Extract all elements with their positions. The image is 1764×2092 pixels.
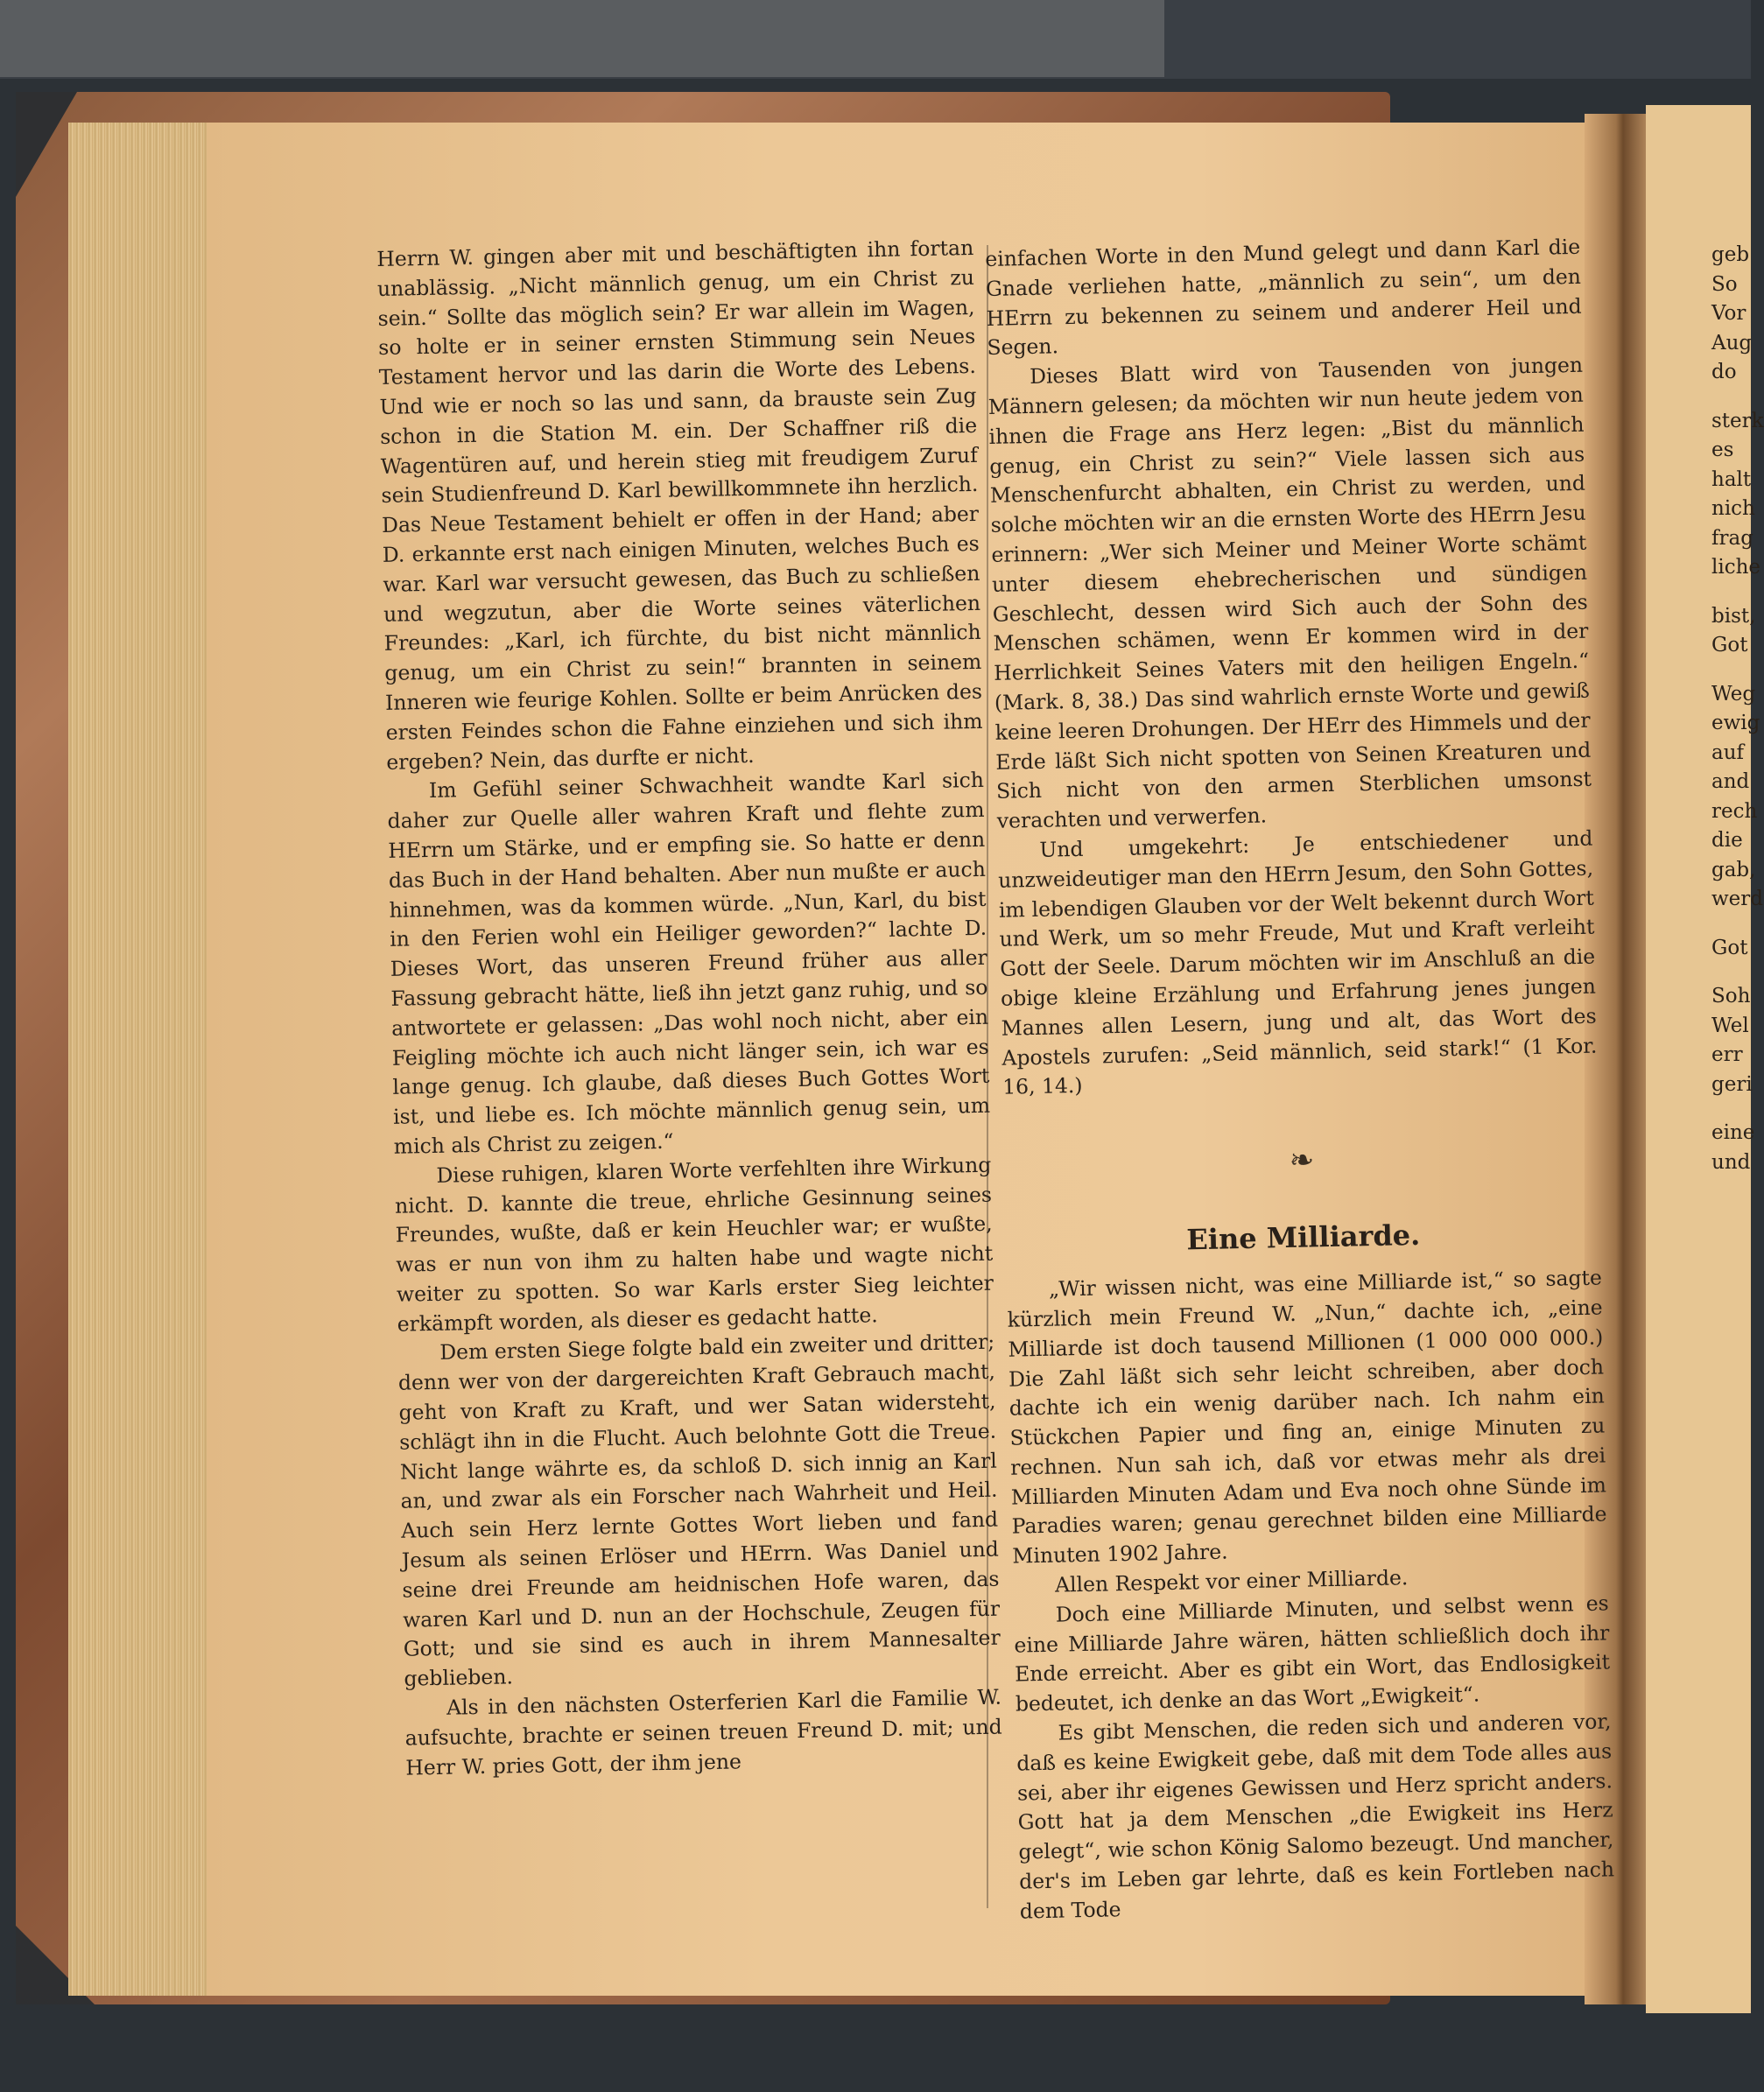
facing-page-line [1711, 915, 1751, 934]
facing-page-line [1711, 661, 1751, 680]
facing-page-line: rech [1711, 799, 1758, 823]
facing-page-line [1711, 388, 1751, 407]
paragraph: Diese ruhigen, klaren Worte verfehlten ihre Wirkung nicht. D. kannte die treue, ehrliche Gesinnung seines Freundes, wußte, daß er kein Heuchler war; er wußte, was er nun von ihm zu halten habe und wagte nicht weiter zu spotten. So war Karls erster Sieg leichter erkämpft worden, als dieser es gedacht hatte. [394, 1152, 994, 1337]
paragraph: „Wir wissen nicht, was eine Milliarde ist,“ so sagte kürzlich mein Freund W. „Nun,“ dachte ich, „eine Milliarde ist doch tausend Millionen (1 000 000 000.) Die Zahl läßt sich sehr leicht schreiben, aber doch dachte ich ein wenig darüber nach. Ich nahm ein Stückchen Papier und fing an, einige Minuten zu rechnen. Nun sah ich, daß vor etwas mehr als drei Milliarden Minuten Adam und Eva noch ohne Sünde im Paradies waren; genau gerechnet bilden eine Milliarde Minuten 1902 Jahre. [1007, 1265, 1607, 1569]
paragraph: Dieses Blatt wird von Tausenden von jungen Männern gelesen; da möchten wir nun heute jedem von ihnen die Frage ans Herz legen: „Bist du männlich genug, ein Christ zu sein?“ Viele lassen sich aus Menschenfurcht abhalten, ein Christ zu werden, und solche möchten wir an die ernsten Worte des HErrn Jesu erinnern: „Wer sich Meiner und Meiner Worte schämt unter diesem ehebrecherischen und sündigen Geschlecht, dessen wird Sich auch der Sohn des Menschen schämen, wenn Er kommen wird in der Herrlichkeit Seines Vaters mit den heiligen Engeln.“ (Mark. 8, 38.) Das sind wahrlich ernste Worte und gewiß keine leeren Drohungen. Der HErr des Himmels und der Erde läßt Sich nicht spotten von Seinen Kreaturen und Sich nicht von den armen Sterblichen umsonst verachten und verwerfen. [987, 352, 1592, 833]
paragraph: Doch eine Milliarde Minuten, und selbst wenn es eine Milliarde Jahre wären, hätten schließlich doch ihr Ende erreicht. Aber es gibt ein Wort, das Endlosigkeit bedeutet, ich denke an das Wort „Ewigkeit“. [1014, 1590, 1611, 1716]
paragraph: einfachen Worte in den Mund gelegt und dann Karl die Gnade verliehen hatte, „männlich zu sein“, um den HErrn zu bekennen zu seinem und anderer Heil und Segen. [985, 234, 1582, 361]
facing-page-line: werd [1711, 888, 1764, 910]
facing-page-line: gab, [1711, 858, 1756, 881]
facing-page-line: and [1711, 770, 1750, 793]
facing-page-line: Got [1711, 936, 1748, 959]
facing-page-line: die [1711, 829, 1743, 852]
facing-page-line [1711, 1099, 1751, 1119]
facing-page-line: eine [1711, 1121, 1755, 1144]
facing-page-line: So [1711, 272, 1738, 296]
paragraph: Im Gefühl seiner Schwachheit wandte Karl sich daher zur Quelle aller wahren Kraft und flehte zum HErrn um Stärke, und er empfing sie. So hatte er denn das Buch in der Hand behalten. Aber nun mußte er auch hinnehmen, was da kommen würde. „Nun, Karl, du bist in den Ferien wohl ein Heiliger geworden?“ lachte D. Dieses Wort, das unseren Freund früher aus aller Fassung gebracht hätte, ließ ihn jetzt ganz ruhig, und so antwortete er gelassen: „Das wohl noch nicht, aber ein Feigling möchte ich auch nicht länger sein, ich war es lange genug. Ich glaube, daß dieses Buch Gottes Wort ist, und liebe es. Ich möchte männlich genug sein, um mich als Christ zu zeigen.“ [387, 768, 991, 1159]
scan-background-gray [0, 0, 1164, 77]
facing-page-line: und [1711, 1150, 1751, 1174]
facing-page-line: Soh [1711, 985, 1751, 1007]
page-edges [68, 123, 208, 1996]
paragraph: Allen Respekt vor einer Milliarde. [1054, 1565, 1409, 1597]
facing-page-line: frag [1711, 526, 1753, 550]
right-column [985, 233, 1615, 1927]
facing-page-text [1711, 241, 1764, 1177]
facing-page-line: nich [1711, 497, 1755, 520]
paragraph: Und umgekehrt: Je entschiedener und unzweideutiger man den HErrn Jesum, den Sohn Gottes, im lebendigen Glauben vor der Welt bekennt durch Wort und Werk, um so mehr Freude, Mut und Kraft verleiht Gott der Seele. Darum möchten wir im Anschluß an die obige kleine Erzählung und Erfahrung jenes jungen Mannes allen Lesern, jung und alt, das Wort des Apostels zurufen: „Seid männlich, seid stark!“ (1 Kor. 16, 14.) [997, 825, 1598, 1100]
facing-page-line: es [1711, 439, 1734, 461]
facing-page-line: Aug [1711, 331, 1753, 355]
facing-page-line: halt [1711, 467, 1752, 491]
facing-page-line: Vor [1711, 302, 1746, 325]
facing-page-line [1711, 963, 1751, 982]
article-title: Eine Milliarde. [1186, 1218, 1421, 1257]
paragraph: Es gibt Menschen, die reden sich und anderen vor, daß es keine Ewigkeit gebe, daß mit dem Tode alles aus sei, aber ihr eigenes Gewissen und Herz spricht anders. Gott hat ja dem Menschen „die Ewigkeit ins Herz gelegt“, wie schon König Salomo bezeugt. Und mancher, der's im Leben gar lehrte, daß es kein Fortleben nach dem Tode [1016, 1709, 1615, 1924]
facing-page-line [1711, 583, 1751, 602]
facing-page-line: bist, [1711, 604, 1756, 628]
paragraph: Als in den nächsten Osterferien Karl die Familie W. aufsuchte, brachte er seinen treuen Freund D. mit; und Herr W. pries Gott, der ihm jene [404, 1684, 1002, 1780]
facing-page-line: Weg [1711, 682, 1756, 706]
left-column [376, 234, 1003, 1783]
facing-page-line: err [1711, 1043, 1743, 1066]
paragraph: Herrn W. gingen aber mit und beschäftigten ihn fortan unablässig. „Nicht männlich genug, um ein Christ zu sein.“ Sollte das möglich sein? Er war allein im Wagen, so holte er in seiner ernsten Stimmung sein Neues Testament hervor und las darin die Worte des Lebens. Und wie er noch so las und sann, da brauste sein Zug schon in die Station M. ein. Der Schaffner riß die Wagentüren auf, und herein stieg mit freudigem Zuruf sein Studienfreund D. Karl bewillkommnete ihn herzlich. Das Neue Testament behielt er offen in der Hand; aber D. erkannte erst nach einigen Minuten, welches Buch es war. Karl war versucht gewesen, das Buch zu schließen und wegzutun, aber die Worte seines väterlichen Freundes: „Karl, ich fürchte, du bist nicht männlich genug, um ein Christ zu sein!“ brannten in seinem Inneren wie feurige Kohlen. Sollte er beim Anrücken des ersten Feindes schon die Fahne einziehen und sich ihm ergeben? Nein, das durfte er nicht. [376, 235, 983, 775]
facing-page-line: sterk [1711, 409, 1764, 432]
facing-page-line: ewig [1711, 712, 1760, 734]
facing-page-line: do [1711, 361, 1737, 383]
facing-page-line: Got [1711, 634, 1748, 656]
facing-page-line: geb [1711, 243, 1750, 266]
ornament-fleuron: ❧ [1289, 1142, 1315, 1179]
facing-page-line: Wel [1711, 1014, 1749, 1037]
facing-page-line: liche [1711, 556, 1761, 579]
paragraph: Dem ersten Siege folgte bald ein zweiter und dritter; denn wer von der dargereichten Kraft Gebrauch macht, geht von Kraft zu Kraft, und wer Satan widersteht, schlägt ihn in die Flucht. Auch belohnte Gott die Treue. Nicht lange währte es, da schloß D. sich innig an Karl an, und zwar als ein Forscher nach Wahrheit und Heil. Auch sein Herz lernte Gottes Wort lieben und fand Jesum als seinen Erlöser und HErrn. Was Daniel und seine drei Freunde am heidnischen Hofe waren, das waren Karl und D. nun an der Hochschule, Zeugen für Gott; und sie sind es auch in ihrem Mannesalter geblieben. [397, 1330, 1001, 1691]
facing-page-line: geri [1711, 1072, 1753, 1096]
facing-page-line: auf [1711, 741, 1745, 764]
